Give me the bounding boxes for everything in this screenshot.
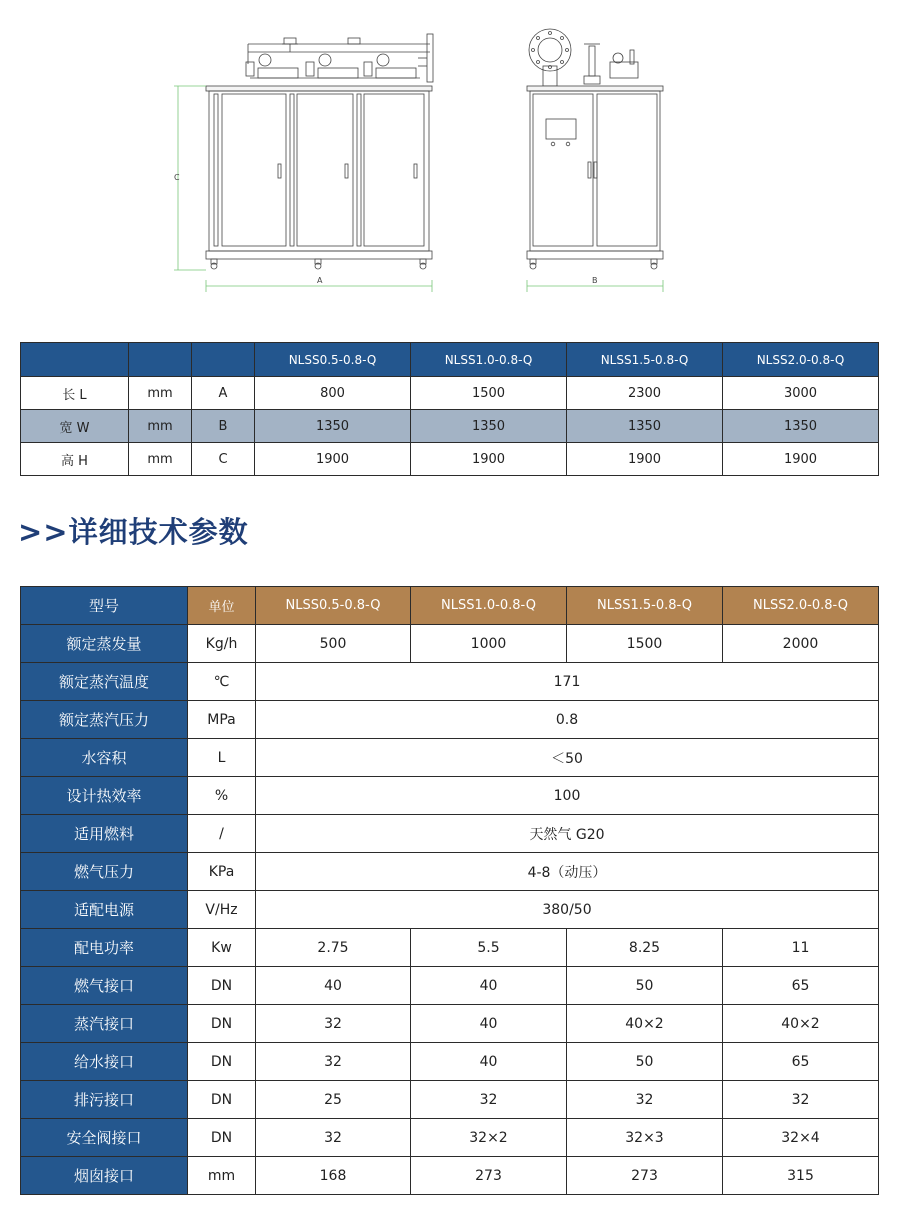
code-cell: B <box>192 410 255 443</box>
unit-cell: / <box>188 815 256 853</box>
header-model-cell: NLSS0.5-0.8-Q <box>256 587 411 625</box>
value-cell: 1000 <box>411 625 567 663</box>
value-cell: 1350 <box>255 410 411 443</box>
row-label-cell: 燃气压力 <box>21 853 188 891</box>
boiler-technical-drawing <box>0 0 900 320</box>
code-cell: C <box>192 443 255 476</box>
row-label-cell: 额定蒸发量 <box>21 625 188 663</box>
value-cell: 32×2 <box>411 1119 567 1157</box>
dimension-table <box>20 342 879 476</box>
unit-cell: DN <box>188 1081 256 1119</box>
dimension-label-b: B <box>592 276 598 285</box>
header-model-cell: NLSS1.0-0.8-Q <box>411 343 567 377</box>
value-cell: 50 <box>567 967 723 1005</box>
value-cell: 32 <box>411 1081 567 1119</box>
value-cell: 65 <box>723 967 879 1005</box>
header-model-cell: NLSS0.5-0.8-Q <box>255 343 411 377</box>
value-cell: 1900 <box>255 443 411 476</box>
value-cell: 25 <box>256 1081 411 1119</box>
header-model-cell: NLSS2.0-0.8-Q <box>723 587 879 625</box>
value-cell: 32×4 <box>723 1119 879 1157</box>
dimension-label-a: A <box>317 276 323 285</box>
merged-value-cell: 100 <box>256 777 879 815</box>
value-cell: 40 <box>256 967 411 1005</box>
unit-cell: ℃ <box>188 663 256 701</box>
value-cell: 1500 <box>567 625 723 663</box>
value-cell: 2000 <box>723 625 879 663</box>
front-view-drawing <box>206 34 433 269</box>
table-row <box>21 967 879 1005</box>
section-title: >>详细技术参数 <box>18 515 249 549</box>
table-row <box>21 1157 879 1195</box>
header-unit-cell: 单位 <box>188 587 256 625</box>
value-cell: 1350 <box>567 410 723 443</box>
table-row <box>21 1043 879 1081</box>
value-cell: 1350 <box>411 410 567 443</box>
value-cell: 8.25 <box>567 929 723 967</box>
unit-cell: MPa <box>188 701 256 739</box>
value-cell: 40×2 <box>723 1005 879 1043</box>
row-label-cell: 燃气接口 <box>21 967 188 1005</box>
table-row <box>21 625 879 663</box>
table-row <box>21 1119 879 1157</box>
header-cell <box>192 343 255 377</box>
table-row <box>21 443 879 476</box>
value-cell: 40 <box>411 1043 567 1081</box>
table-row <box>21 853 879 891</box>
unit-cell: DN <box>188 1119 256 1157</box>
value-cell: 168 <box>256 1157 411 1195</box>
value-cell: 1900 <box>723 443 879 476</box>
dimension-table-header <box>21 343 879 377</box>
row-name-cell: 长 L <box>21 377 129 410</box>
value-cell: 2300 <box>567 377 723 410</box>
unit-cell: mm <box>188 1157 256 1195</box>
table-row <box>21 929 879 967</box>
header-cell <box>21 343 129 377</box>
unit-cell: L <box>188 739 256 777</box>
table-row <box>21 377 879 410</box>
row-label-cell: 水容积 <box>21 739 188 777</box>
value-cell: 32 <box>256 1005 411 1043</box>
value-cell: 11 <box>723 929 879 967</box>
row-name-cell: 高 H <box>21 443 129 476</box>
table-row <box>21 663 879 701</box>
row-label-cell: 烟囱接口 <box>21 1157 188 1195</box>
table-row <box>21 891 879 929</box>
merged-value-cell: 4-8（动压） <box>256 853 879 891</box>
value-cell: 50 <box>567 1043 723 1081</box>
spec-table-body <box>21 625 879 1195</box>
merged-value-cell: 380/50 <box>256 891 879 929</box>
unit-cell: V/Hz <box>188 891 256 929</box>
side-view-drawing <box>527 29 663 269</box>
value-cell: 273 <box>411 1157 567 1195</box>
value-cell: 32 <box>723 1081 879 1119</box>
row-label-cell: 适用燃料 <box>21 815 188 853</box>
table-row <box>21 701 879 739</box>
merged-value-cell: 0.8 <box>256 701 879 739</box>
header-model-cell: NLSS1.5-0.8-Q <box>567 343 723 377</box>
value-cell: 1900 <box>411 443 567 476</box>
unit-cell: mm <box>129 410 192 443</box>
spec-table <box>20 586 879 1195</box>
value-cell: 3000 <box>723 377 879 410</box>
value-cell: 32×3 <box>567 1119 723 1157</box>
unit-cell: DN <box>188 967 256 1005</box>
unit-cell: DN <box>188 1043 256 1081</box>
value-cell: 32 <box>256 1119 411 1157</box>
merged-value-cell: 天然气 G20 <box>256 815 879 853</box>
value-cell: 32 <box>567 1081 723 1119</box>
unit-cell: % <box>188 777 256 815</box>
value-cell: 1900 <box>567 443 723 476</box>
value-cell: 65 <box>723 1043 879 1081</box>
header-model-cell: NLSS1.0-0.8-Q <box>411 587 567 625</box>
value-cell: 32 <box>256 1043 411 1081</box>
code-cell: A <box>192 377 255 410</box>
header-model-cell: NLSS2.0-0.8-Q <box>723 343 879 377</box>
row-label-cell: 给水接口 <box>21 1043 188 1081</box>
unit-cell: DN <box>188 1005 256 1043</box>
table-row <box>21 739 879 777</box>
value-cell: 800 <box>255 377 411 410</box>
row-label-cell: 蒸汽接口 <box>21 1005 188 1043</box>
unit-cell: KPa <box>188 853 256 891</box>
value-cell: 315 <box>723 1157 879 1195</box>
table-row <box>21 815 879 853</box>
unit-cell: Kw <box>188 929 256 967</box>
row-label-cell: 额定蒸汽压力 <box>21 701 188 739</box>
spec-table-header <box>21 587 879 625</box>
unit-cell: mm <box>129 443 192 476</box>
row-label-cell: 额定蒸汽温度 <box>21 663 188 701</box>
value-cell: 2.75 <box>256 929 411 967</box>
value-cell: 500 <box>256 625 411 663</box>
value-cell: 1350 <box>723 410 879 443</box>
table-row <box>21 410 879 443</box>
value-cell: 40 <box>411 967 567 1005</box>
header-label-cell: 型号 <box>21 587 188 625</box>
row-name-cell: 宽 W <box>21 410 129 443</box>
row-label-cell: 安全阀接口 <box>21 1119 188 1157</box>
merged-value-cell: 171 <box>256 663 879 701</box>
row-label-cell: 排污接口 <box>21 1081 188 1119</box>
value-cell: 5.5 <box>411 929 567 967</box>
dimension-label-c: C <box>174 173 180 182</box>
table-row <box>21 1081 879 1119</box>
header-model-cell: NLSS1.5-0.8-Q <box>567 587 723 625</box>
header-cell <box>129 343 192 377</box>
table-row <box>21 1005 879 1043</box>
value-cell: 273 <box>567 1157 723 1195</box>
unit-cell: Kg/h <box>188 625 256 663</box>
row-label-cell: 配电功率 <box>21 929 188 967</box>
dimension-lines-front <box>174 86 432 292</box>
row-label-cell: 设计热效率 <box>21 777 188 815</box>
row-label-cell: 适配电源 <box>21 891 188 929</box>
merged-value-cell: ＜50 <box>256 739 879 777</box>
value-cell: 40 <box>411 1005 567 1043</box>
value-cell: 1500 <box>411 377 567 410</box>
unit-cell: mm <box>129 377 192 410</box>
value-cell: 40×2 <box>567 1005 723 1043</box>
table-row <box>21 777 879 815</box>
